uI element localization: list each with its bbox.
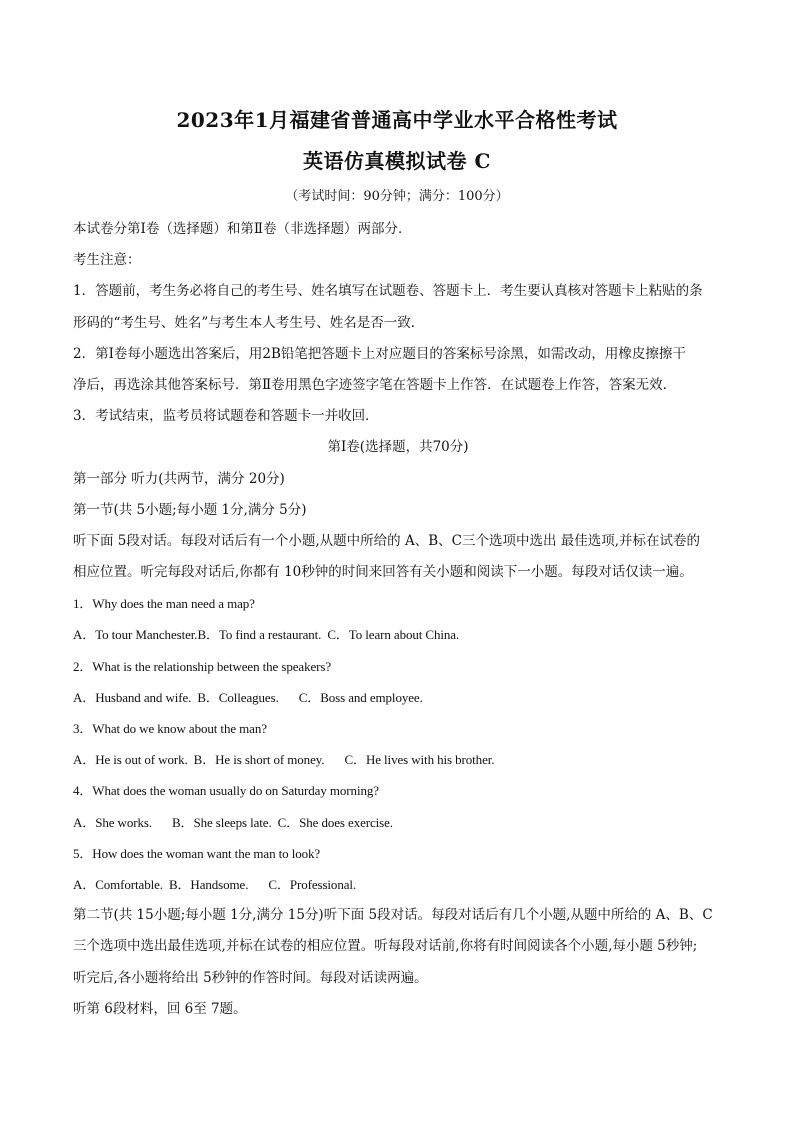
material-intro: 听第 6段材料，回 6至 7题。 xyxy=(73,1000,247,1017)
question-5-options xyxy=(73,869,723,900)
question-3-options xyxy=(73,744,723,775)
paper-structure: 本试卷分第Ⅰ卷（选择题）和第Ⅱ卷（非选择题）两部分． xyxy=(73,221,412,237)
note-3: 3．考试结束，监考员将试题卷和答题卡一并收回． xyxy=(73,408,379,425)
question-2-options xyxy=(73,682,723,713)
option-c: C．To learn about China. xyxy=(327,627,460,643)
note-2-line-1: 2．第Ⅰ卷每小题选出答案后，用2B铅笔把答题卡上对应题目的答案标号涂黑，如需改动，用橡皮擦擦干 xyxy=(73,345,686,362)
option-b: B．Colleagues. xyxy=(197,689,279,705)
option-c: C．She does exercise. xyxy=(277,814,393,830)
question-1-stem: 1．Why does the man need a map? xyxy=(73,596,255,612)
option-a: A．Comfortable. xyxy=(73,876,163,892)
option-c: C．Professional. xyxy=(268,876,357,892)
note-1-line-2: 形码的“考生号、姓名”与考生本人考生号、姓名是否一致． xyxy=(73,314,425,331)
option-a: A．He is out of work. xyxy=(73,752,188,768)
option-b: B．Handsome. xyxy=(168,876,249,892)
option-b: B．She sleeps late. xyxy=(171,814,272,830)
option-a: A．To tour Manchester. xyxy=(73,627,198,643)
part-heading: 第一部分 听力(共两节，满分 20分) xyxy=(73,470,285,487)
subsection-2-instr-line-2: 三个选项中选出最佳选项,并标在试卷的相应位置。听每段对话前,你将有时间阅读各个小题,每小题 5秒钟; xyxy=(73,938,698,955)
volume-heading: 第Ⅰ卷(选择题，共70分) xyxy=(327,439,469,456)
subsection-1-instr-line-1: 听下面 5段对话。每段对话后有一个小题,从题中所给的 A、B、C三个选项中选出 最佳选项,并标在试卷的 xyxy=(73,532,701,549)
exam-title: 2023年1月福建省普通高中学业水平合格性考试 xyxy=(176,108,618,132)
note-1-line-1: 1．答题前，考生务必将自己的考生号、姓名填写在试题卷、答题卡上．考生要认真核对答题卡上粘贴的条 xyxy=(73,283,703,300)
question-2-stem: 2．What is the relationship between the speakers? xyxy=(73,658,331,674)
question-1-options xyxy=(73,619,723,650)
subsection-2-instr-line-1: 第二节(共 15小题;每小题 1分,满分 15分)听下面 5段对话。每段对话后有几个小题,从题中所给的 A、B、C xyxy=(73,907,713,924)
subsection-2-instr-line-3: 听完后,各小题将给出 5秒钟的作答时间。每段对话读两遍。 xyxy=(73,969,428,986)
option-c: C．Boss and employee. xyxy=(298,689,423,705)
question-4-stem: 4．What does the woman usually do on Saturday morning? xyxy=(73,783,379,799)
option-b: B．To find a restaurant. xyxy=(197,627,322,643)
question-3-stem: 3．What do we know about the man? xyxy=(73,721,267,736)
question-5-stem: 5．How does the woman want the man to look? xyxy=(73,845,321,861)
notice-heading: 考生注意： xyxy=(73,252,141,269)
subsection-1-instr-line-2: 相应位置。听完每段对话后,你都有 10秒钟的时间来回答有关小题和阅读下一小题。每段对话仅读一遍。 xyxy=(73,564,693,581)
subsection-1-heading: 第一节(共 5小题;每小题 1分,满分 5分) xyxy=(73,501,307,518)
note-2-line-2: 净后，再选涂其他答案标号．第Ⅱ卷用黑色字迹签字笔在答题卡上作答．在试题卷上作答，答案无效． xyxy=(73,376,677,393)
option-a: A．Husband and wife. xyxy=(73,689,192,705)
option-a: A．She works. xyxy=(73,814,152,830)
question-4-options xyxy=(73,807,723,838)
exam-subtitle: 英语仿真模拟试卷 C xyxy=(303,149,491,173)
exam-time-info: （考试时间：90分钟；满分：100分） xyxy=(285,189,509,204)
exam-body xyxy=(73,214,723,1025)
option-b: B．He is short of money. xyxy=(193,752,325,768)
option-c: C．He lives with his brother. xyxy=(344,752,495,768)
